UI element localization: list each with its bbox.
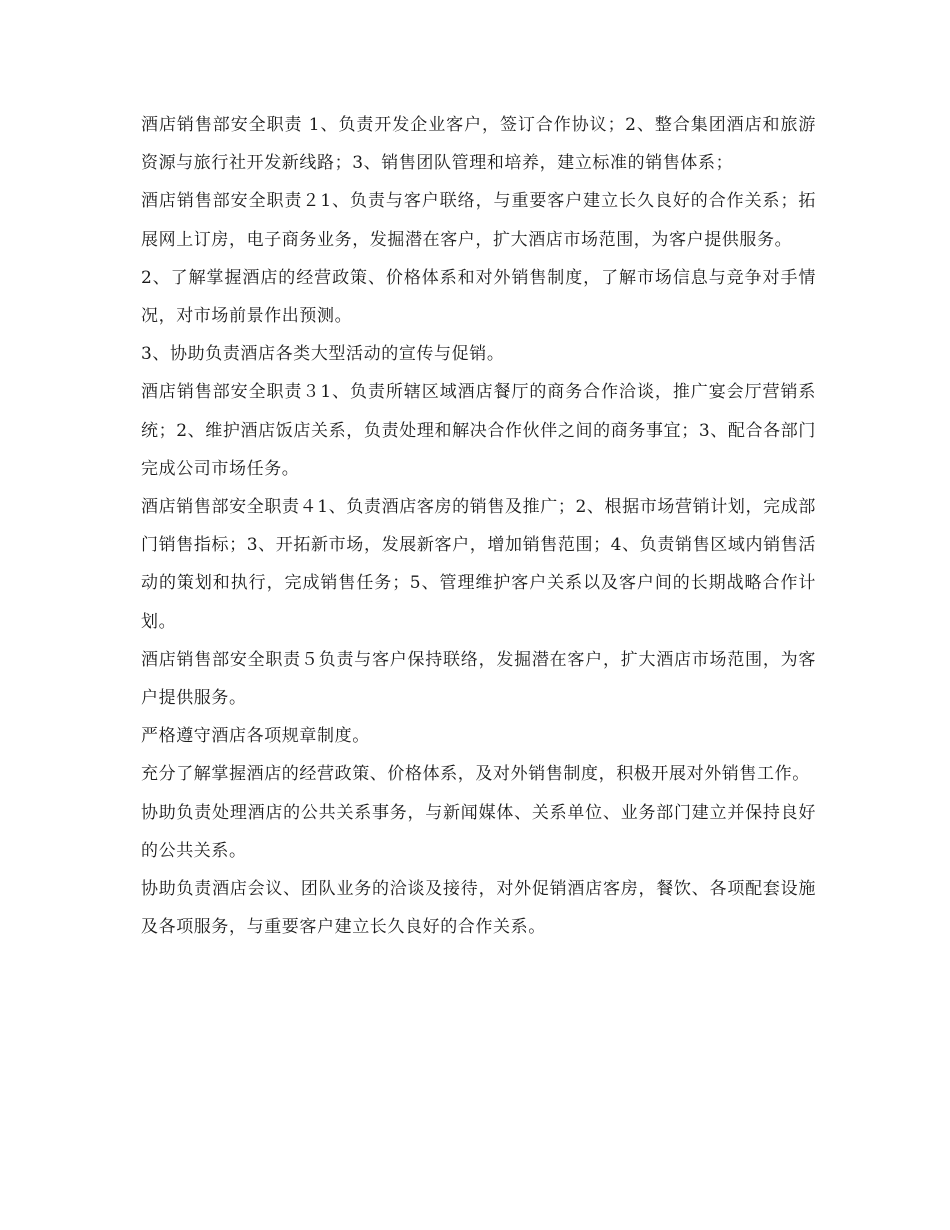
paragraph-duty-4: 酒店销售部安全职责４1、负责酒店客房的销售及推广；2、根据市场营销计划，完成部门销售指标；3、开拓新市场，发展新客户，增加销售范围；4、负责销售区域内销售活动的策划和执行，完成销售任务；5、管理维护客户关系以及客户间的长期战略合作计划。	[141, 497, 816, 632]
paragraph-duty-1: 酒店销售部安全职责 1、负责开发企业客户，签订合作协议；2、整合集团酒店和旅游资源与旅行社开发新线路；3、销售团队管理和培养，建立标准的销售体系；	[141, 115, 816, 174]
paragraph-policy: 充分了解掌握酒店的经营政策、价格体系，及对外销售制度，积极开展对外销售工作。	[141, 764, 810, 785]
paragraph-duty-2-item-2: 2、了解掌握酒店的经营政策、价格体系和对外销售制度，了解市场信息与竞争对手情况，对市场前景作出预测。	[141, 267, 816, 327]
document-body	[141, 106, 816, 946]
paragraph-duty-3: 酒店销售部安全职责３1、负责所辖区域酒店餐厅的商务合作洽谈，推广宴会厅营销系统；2、维护酒店饭店关系，负责处理和解决合作伙伴之间的商务事宜；3、配合各部门完成公司市场任务。	[141, 382, 816, 479]
paragraph-rules: 严格遵守酒店各项规章制度。	[141, 726, 370, 747]
paragraph-public-relations: 协助负责处理酒店的公共关系事务，与新闻媒体、关系单位、业务部门建立并保持良好的公共关系。	[141, 802, 816, 861]
paragraph-duty-2-item-3: 3、协助负责酒店各类大型活动的宣传与促销。	[141, 344, 505, 365]
paragraph-duty-5: 酒店销售部安全职责５负责与客户保持联络，发掘潜在客户，扩大酒店市场范围，为客户提供服务。	[141, 649, 816, 709]
paragraph-duty-2: 酒店销售部安全职责２1、负责与客户联络，与重要客户建立长久良好的合作关系；拓展网上订房，电子商务业务，发掘潜在客户，扩大酒店市场范围，为客户提供服务。	[141, 191, 816, 250]
paragraph-meetings: 协助负责酒店会议、团队业务的洽谈及接待，对外促销酒店客房，餐饮、各项配套设施及各项服务，与重要客户建立长久良好的合作关系。	[141, 879, 816, 938]
